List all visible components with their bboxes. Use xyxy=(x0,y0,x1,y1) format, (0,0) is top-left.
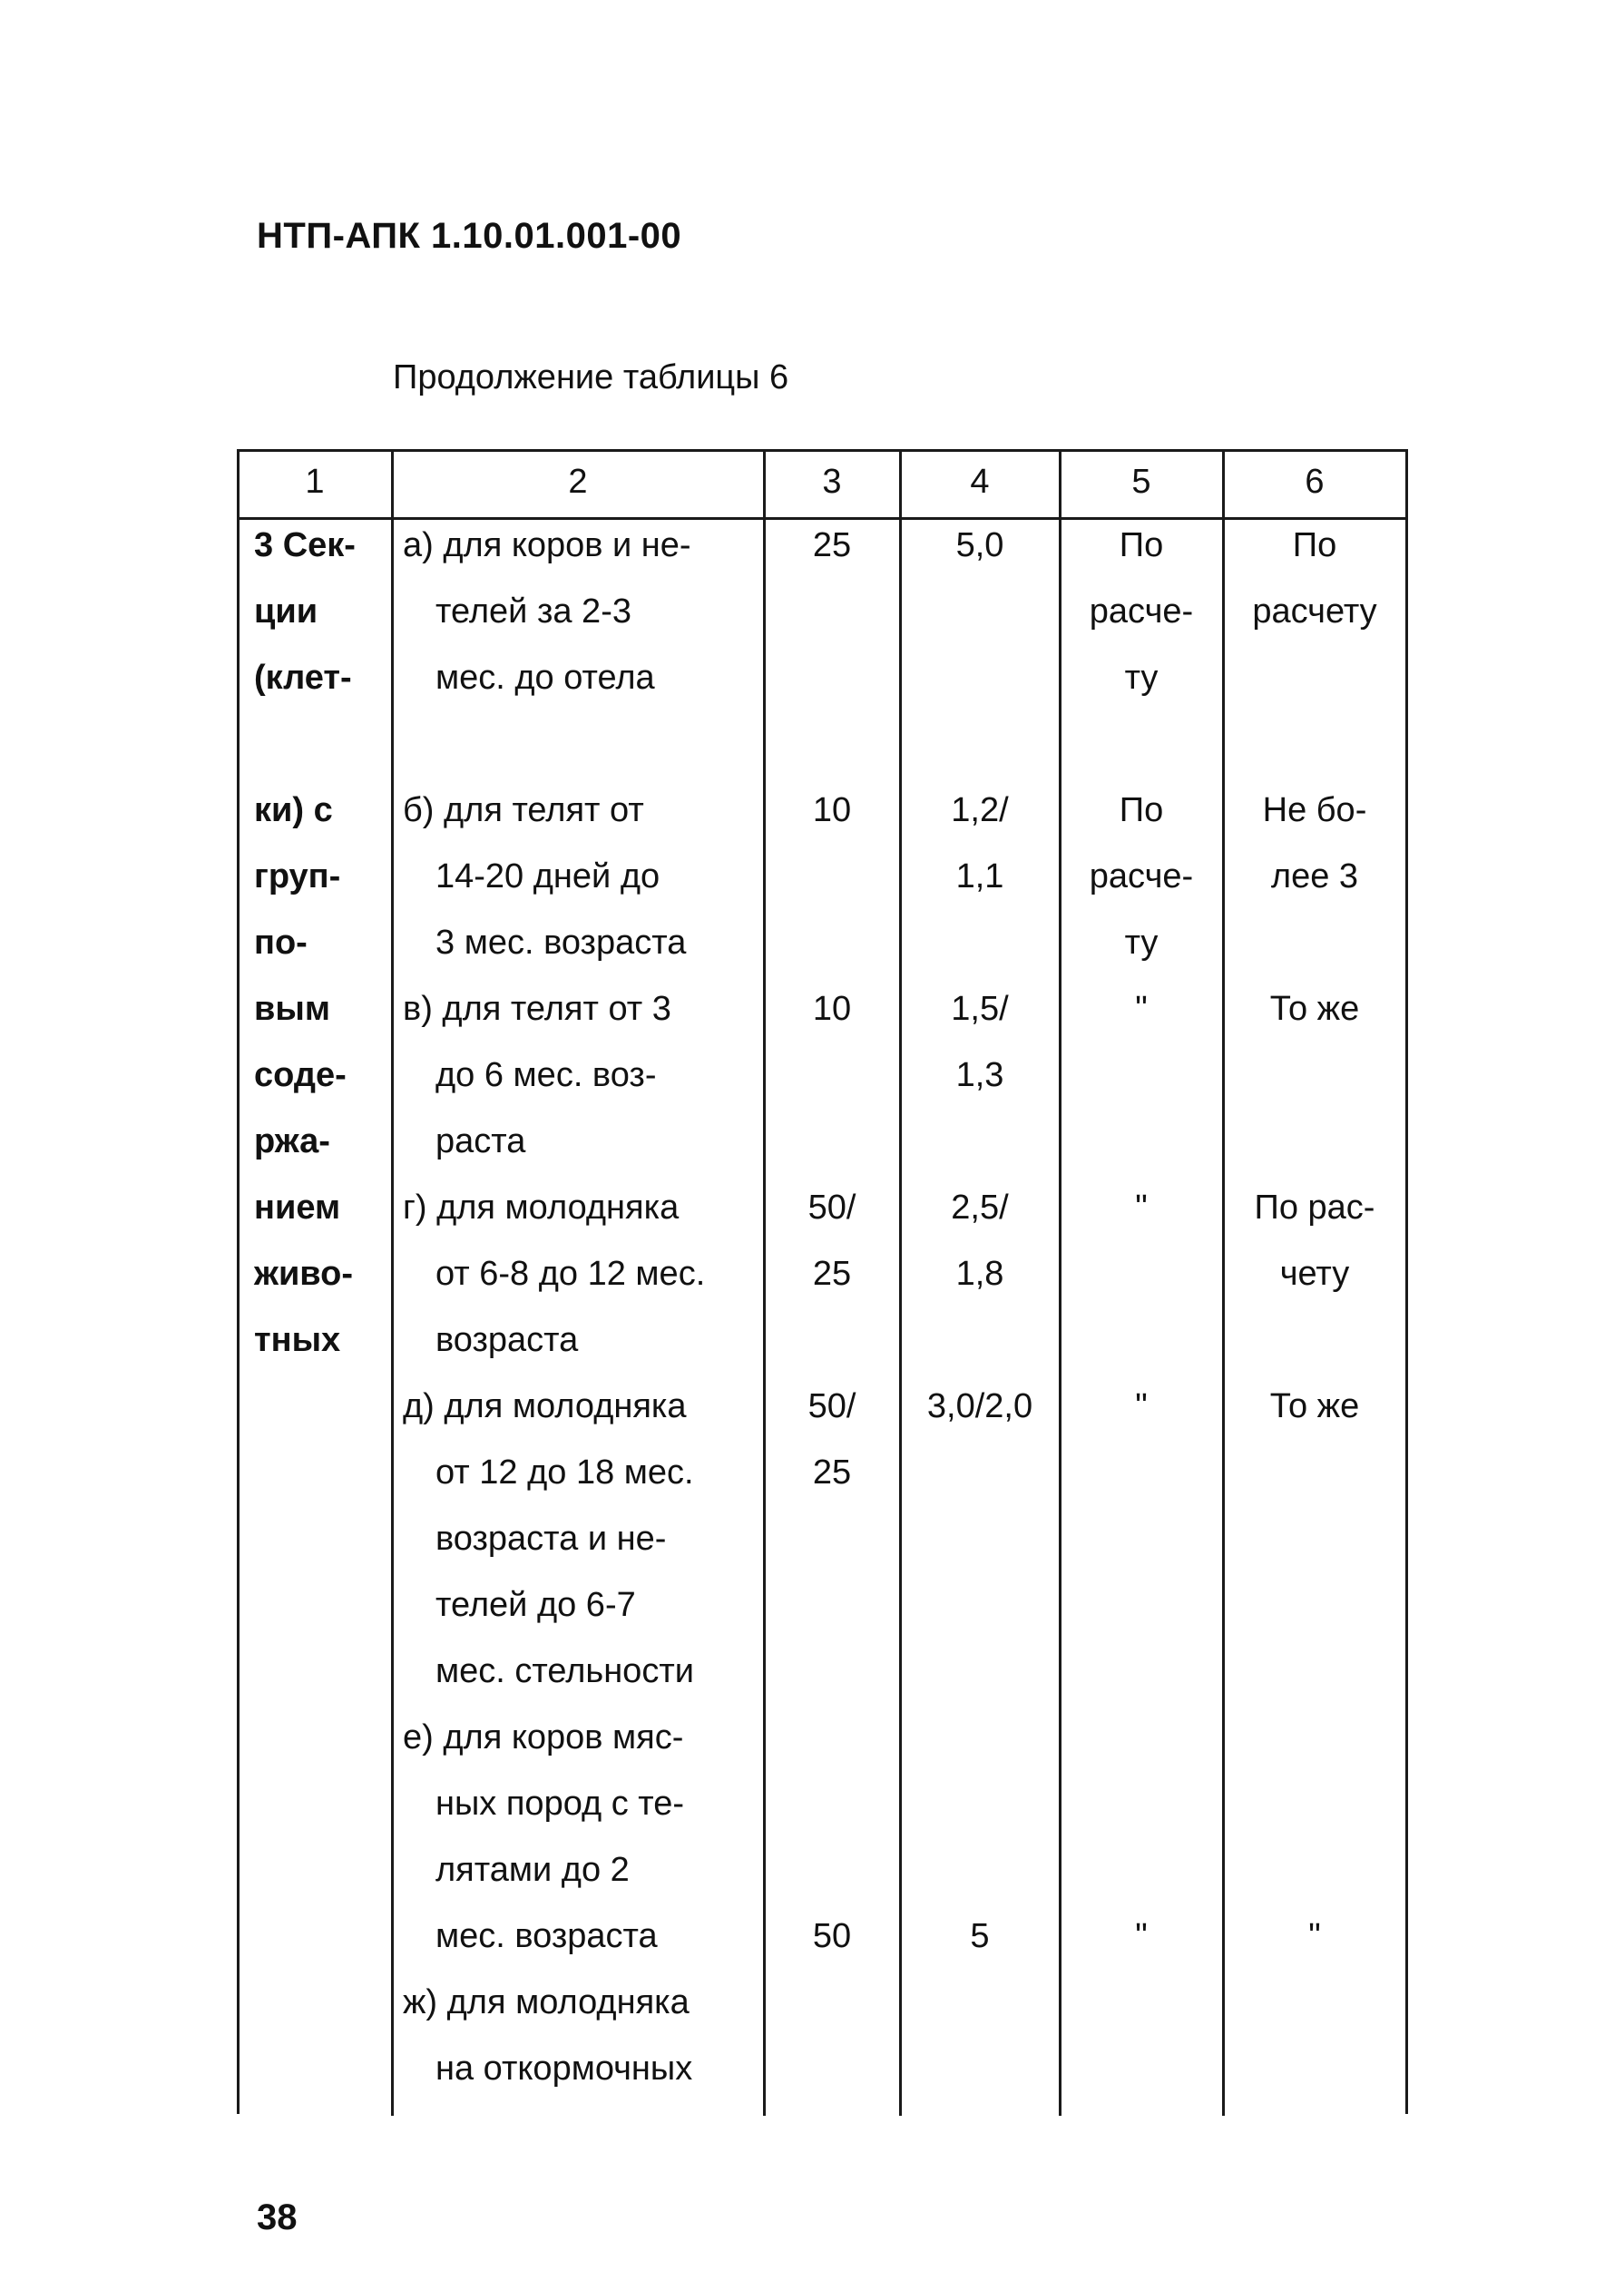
section-name-line: вым xyxy=(254,990,330,1028)
section-name-line: (клет- xyxy=(254,659,352,697)
value-cell-col6: чету xyxy=(1279,1255,1350,1293)
value-cell-col5: " xyxy=(1135,1189,1148,1227)
row-description-line: мес. стельности xyxy=(435,1652,694,1690)
value-cell-col3: 50 xyxy=(812,1917,852,1955)
row-description-line: возраста и не- xyxy=(435,1520,667,1558)
row-description-line: мес. до отела xyxy=(435,659,655,697)
header-cell: 4 xyxy=(970,463,990,501)
section-name-line: ржа- xyxy=(254,1122,330,1160)
value-cell-col5: По xyxy=(1119,526,1164,564)
value-cell-col3: 25 xyxy=(812,1255,852,1293)
value-cell-col3: 25 xyxy=(812,526,852,564)
header-cell: 5 xyxy=(1131,463,1151,501)
header-cell: 3 xyxy=(822,463,842,501)
value-cell-col4: 3,0/2,0 xyxy=(926,1387,1033,1425)
row-description-line: б) для телят от xyxy=(403,791,644,829)
value-cell-col4: 1,5/ xyxy=(951,990,1009,1028)
value-cell-col4: 1,1 xyxy=(955,857,1004,895)
value-cell-col6: лее 3 xyxy=(1270,857,1359,895)
row-description-line: в) для телят от 3 xyxy=(403,990,671,1028)
page-number: 38 xyxy=(257,2197,298,2237)
value-cell-col6: расчету xyxy=(1252,592,1377,631)
header-cell: 2 xyxy=(568,463,588,501)
column-rule xyxy=(1405,517,1408,2114)
value-cell-col5: расче- xyxy=(1089,857,1194,895)
row-description-line: ж) для молодняка xyxy=(403,1983,690,2021)
value-cell-col6: Не бо- xyxy=(1262,791,1367,829)
header-cell: 6 xyxy=(1305,463,1325,501)
value-cell-col5: По xyxy=(1119,791,1164,829)
row-description-line: 14-20 дней до xyxy=(435,857,660,895)
row-description-line: г) для молодняка xyxy=(403,1189,680,1227)
row-description-line: телей до 6-7 xyxy=(435,1586,636,1624)
row-description-line: д) для молодняка xyxy=(403,1387,687,1425)
column-rule xyxy=(391,449,394,2116)
value-cell-col4: 1,2/ xyxy=(951,791,1009,829)
value-cell-col6: То же xyxy=(1269,1387,1360,1425)
column-rule xyxy=(237,517,240,2114)
section-name-line: живо- xyxy=(254,1255,354,1293)
section-name-line: тных xyxy=(254,1321,341,1359)
value-cell-col6: По рас- xyxy=(1254,1189,1375,1227)
row-description-line: 3 мес. возраста xyxy=(435,924,687,962)
row-description-line: а) для коров и не- xyxy=(403,526,691,564)
value-cell-col5: " xyxy=(1135,990,1148,1028)
section-name-line: 3 Сек- xyxy=(254,526,356,564)
value-cell-col5: ту xyxy=(1124,924,1159,962)
value-cell-col6: По xyxy=(1292,526,1337,564)
value-cell-col4: 1,3 xyxy=(955,1056,1004,1094)
value-cell-col3: 10 xyxy=(812,791,852,829)
row-description-line: возраста xyxy=(435,1321,579,1359)
row-description-line: от 12 до 18 мес. xyxy=(435,1453,694,1492)
section-name-line: по- xyxy=(254,924,308,962)
section-name-line: нием xyxy=(254,1189,341,1227)
value-cell-col4: 1,8 xyxy=(955,1255,1004,1293)
row-description-line: мес. возраста xyxy=(435,1917,658,1955)
section-name-line: ции xyxy=(254,592,318,631)
section-name-line: соде- xyxy=(254,1056,347,1094)
value-cell-col5: ту xyxy=(1124,659,1159,697)
value-cell-col5: расче- xyxy=(1089,592,1194,631)
row-description-line: лятами до 2 xyxy=(435,1851,630,1889)
row-description-line: до 6 мес. воз- xyxy=(435,1056,657,1094)
row-description-line: е) для коров мяс- xyxy=(403,1718,684,1756)
section-name-line: ки) с xyxy=(254,791,333,829)
value-cell-col3: 50/ xyxy=(807,1387,856,1425)
value-cell-col4: 5,0 xyxy=(955,526,1004,564)
row-description-line: телей за 2-3 xyxy=(435,592,631,631)
row-description-line: ных пород с те- xyxy=(435,1785,685,1823)
table-caption: Продолжение таблицы 6 xyxy=(393,358,789,396)
row-description-line: раста xyxy=(435,1122,526,1160)
document-code: НТП-АПК 1.10.01.001-00 xyxy=(257,216,682,256)
header-cell: 1 xyxy=(305,463,325,501)
row-description-line: на откормочных xyxy=(435,2050,693,2088)
value-cell-col4: 2,5/ xyxy=(951,1189,1009,1227)
value-cell-col3: 10 xyxy=(812,990,852,1028)
value-cell-col3: 25 xyxy=(812,1453,852,1492)
value-cell-col5: " xyxy=(1135,1387,1148,1425)
section-name-line: груп- xyxy=(254,857,341,895)
value-cell-col5: " xyxy=(1135,1917,1148,1955)
value-cell-col6: То же xyxy=(1269,990,1360,1028)
row-description-line: от 6-8 до 12 мес. xyxy=(435,1255,706,1293)
value-cell-col3: 50/ xyxy=(807,1189,856,1227)
value-cell-col6: " xyxy=(1308,1917,1321,1955)
value-cell-col4: 5 xyxy=(970,1917,990,1955)
